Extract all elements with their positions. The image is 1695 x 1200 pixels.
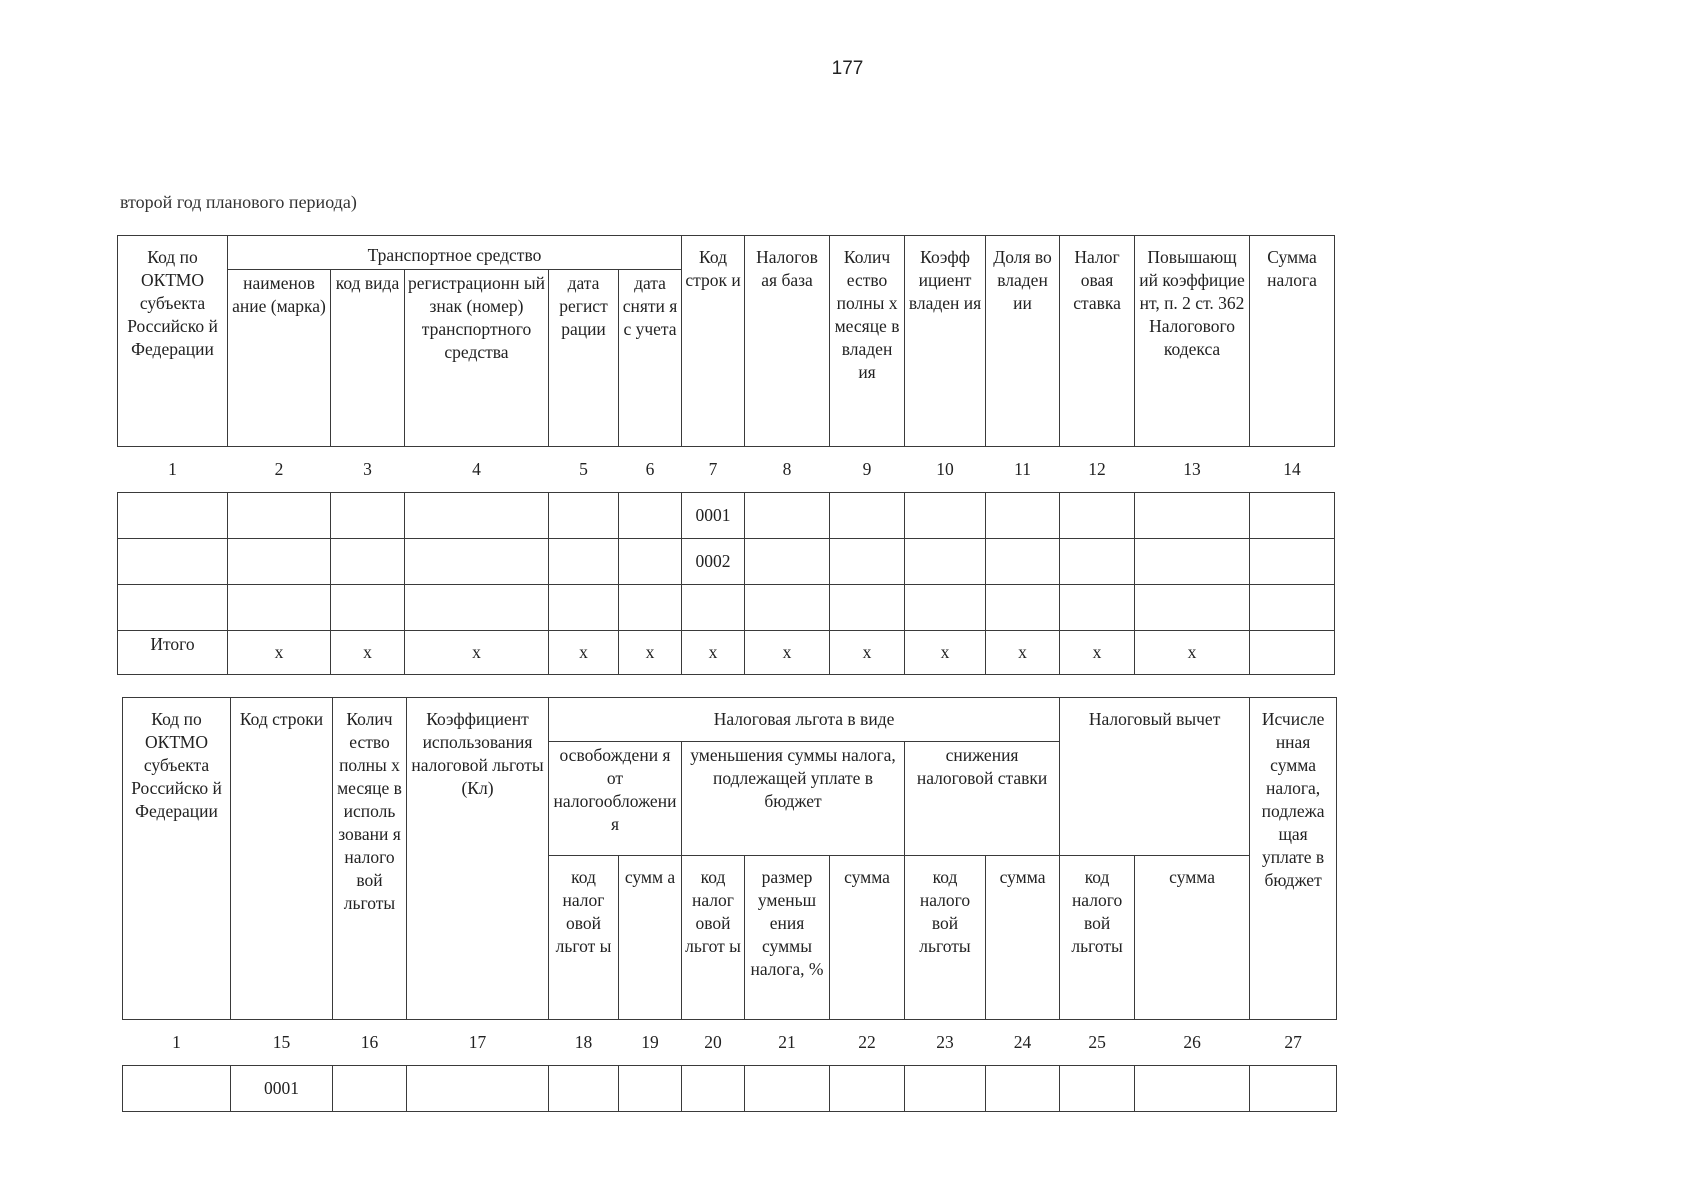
input-cell[interactable]	[905, 539, 986, 585]
header-vehicle-name: наименов ание (марка)	[228, 270, 331, 447]
table-row	[123, 1066, 1337, 1112]
input-cell[interactable]	[123, 1066, 231, 1112]
input-cell[interactable]	[549, 1066, 619, 1112]
total-cell: x	[745, 631, 830, 675]
header-deduction-sum: сумма	[1135, 856, 1250, 1020]
input-cell[interactable]	[1135, 493, 1250, 539]
header-calculated-tax: Исчисле нная сумма налога, подлежа щая уплате в бюджет	[1250, 698, 1337, 1020]
input-cell[interactable]	[1060, 493, 1135, 539]
header-registration-plate: регистрационн ый знак (номер) транспортного средства	[405, 270, 549, 447]
input-cell[interactable]	[619, 493, 682, 539]
column-number: 21	[778, 1032, 796, 1052]
column-number: 25	[1088, 1032, 1106, 1052]
header-oktmo: Код по ОКТМО субъекта Российско й Федерации	[118, 236, 228, 447]
header-registration-date: дата регист рации	[549, 270, 619, 447]
input-cell[interactable]	[1060, 585, 1135, 631]
column-number: 13	[1183, 459, 1201, 479]
input-cell[interactable]	[549, 493, 619, 539]
line-code-cell: 0001	[231, 1066, 333, 1112]
input-cell[interactable]	[1250, 1066, 1337, 1112]
input-cell[interactable]	[745, 585, 830, 631]
column-number: 12	[1088, 459, 1106, 479]
column-number: 9	[862, 459, 872, 479]
header-deduction-group: Налоговый вычет	[1060, 698, 1250, 856]
column-number: 24	[1013, 1032, 1032, 1052]
input-cell[interactable]	[1135, 539, 1250, 585]
header-reduction-sum: сумма	[830, 856, 905, 1020]
column-number: 15	[272, 1032, 291, 1052]
total-cell: x	[1135, 631, 1250, 675]
column-number: 20	[704, 1032, 722, 1052]
header-tax-reduction: уменьшения суммы налога, подлежащей уплате в бюджет	[682, 742, 905, 856]
input-cell[interactable]	[331, 585, 405, 631]
column-number: 8	[782, 459, 792, 479]
tax-benefit-table	[122, 697, 1337, 1112]
total-cell: x	[228, 631, 331, 675]
column-number: 27	[1284, 1032, 1302, 1052]
header-tax-rate: Налог овая ставка	[1060, 236, 1135, 447]
input-cell[interactable]	[331, 493, 405, 539]
header-benefit-coef: Коэффициент использования налоговой льготы (Кл)	[407, 698, 549, 1020]
total-cell: x	[1060, 631, 1135, 675]
input-cell[interactable]	[1250, 585, 1335, 631]
header-rate-sum: сумма	[986, 856, 1060, 1020]
input-cell[interactable]	[619, 539, 682, 585]
total-cell: x	[682, 631, 745, 675]
total-cell: x	[986, 631, 1060, 675]
total-label: Итого	[118, 631, 228, 675]
input-cell[interactable]	[986, 493, 1060, 539]
input-cell[interactable]	[745, 493, 830, 539]
input-cell[interactable]	[682, 1066, 745, 1112]
column-number: 1	[168, 459, 177, 479]
input-cell[interactable]	[619, 1066, 682, 1112]
line-code-cell: 0002	[682, 539, 745, 585]
total-cell: x	[905, 631, 986, 675]
header-exemption: освобождени я от налогообложения	[549, 742, 682, 856]
total-tax-amount-cell[interactable]	[1250, 631, 1335, 675]
header-increasing-coef: Повышающ ий коэффицие нт, п. 2 ст. 362 Налогового кодекса	[1135, 236, 1250, 447]
vehicle-tax-table	[117, 235, 1335, 675]
input-cell[interactable]	[1250, 493, 1335, 539]
total-cell: x	[549, 631, 619, 675]
line-code-cell: 0001	[682, 493, 745, 539]
input-cell[interactable]	[407, 1066, 549, 1112]
input-cell[interactable]	[228, 585, 331, 631]
input-cell[interactable]	[1135, 585, 1250, 631]
input-cell[interactable]	[830, 1066, 905, 1112]
column-number: 26	[1183, 1032, 1201, 1052]
column-number: 4	[472, 459, 481, 479]
input-cell[interactable]	[333, 1066, 407, 1112]
input-cell[interactable]	[228, 539, 331, 585]
header-oktmo: Код по ОКТМО субъекта Российско й Федерации	[123, 698, 231, 1020]
column-number: 6	[645, 459, 655, 479]
input-cell[interactable]	[549, 585, 619, 631]
column-number-row	[118, 447, 1335, 493]
input-cell[interactable]	[905, 493, 986, 539]
input-cell[interactable]	[1060, 1066, 1135, 1112]
total-row	[118, 631, 1335, 675]
input-cell[interactable]	[986, 1066, 1060, 1112]
total-cell: x	[331, 631, 405, 675]
header-tax-base: Налогов ая база	[745, 236, 830, 447]
header-exemption-sum: сумм а	[619, 856, 682, 1020]
header-reduction-code: код налог овой льгот ы	[682, 856, 745, 1020]
input-cell[interactable]	[830, 585, 905, 631]
input-cell[interactable]	[745, 539, 830, 585]
column-number: 11	[1014, 459, 1031, 479]
input-cell[interactable]	[619, 585, 682, 631]
input-cell[interactable]	[118, 493, 228, 539]
header-deduction-code: код налого вой льготы	[1060, 856, 1135, 1020]
input-cell[interactable]	[745, 1066, 830, 1112]
column-number: 7	[708, 459, 718, 479]
input-cell[interactable]	[1060, 539, 1135, 585]
input-cell[interactable]	[905, 1066, 986, 1112]
header-reduction-percent: размер уменьш ения суммы налога, %	[745, 856, 830, 1020]
column-number: 17	[468, 1032, 487, 1052]
column-number: 19	[641, 1032, 659, 1052]
header-tax-amount: Сумма налога	[1250, 236, 1335, 447]
column-number: 23	[936, 1032, 954, 1052]
header-rate-reduction: снижения налоговой ставки	[905, 742, 1060, 856]
column-number: 2	[274, 459, 284, 479]
input-cell[interactable]	[118, 585, 228, 631]
column-number: 1	[172, 1032, 181, 1052]
input-cell[interactable]	[405, 493, 549, 539]
input-cell[interactable]	[1135, 1066, 1250, 1112]
column-number: 16	[360, 1032, 379, 1052]
column-number: 10	[936, 459, 954, 479]
header-benefit-group: Налоговая льгота в виде	[549, 698, 1060, 742]
header-benefit-months: Колич ество полны х месяце в исполь зовани я налого вой льготы	[333, 698, 407, 1020]
column-number: 3	[363, 459, 372, 479]
input-cell[interactable]	[1250, 539, 1335, 585]
line-code-cell	[682, 585, 745, 631]
total-cell: x	[405, 631, 549, 675]
total-cell: x	[830, 631, 905, 675]
column-number: 14	[1283, 459, 1301, 479]
total-cell: x	[619, 631, 682, 675]
input-cell[interactable]	[830, 539, 905, 585]
header-rate-code: код налого вой льготы	[905, 856, 986, 1020]
header-ownership-coef: Коэфф ициент владен ия	[905, 236, 986, 447]
input-cell[interactable]	[331, 539, 405, 585]
column-number: 18	[574, 1032, 593, 1052]
header-months-owned: Колич ество полны х месяце в владен ия	[830, 236, 905, 447]
input-cell[interactable]	[405, 585, 549, 631]
header-vehicle-group: Транспортное средство	[228, 236, 682, 270]
header-line-code: Код строки	[231, 698, 333, 1020]
header-line-code: Код строк и	[682, 236, 745, 447]
input-cell[interactable]	[986, 585, 1060, 631]
header-exemption-code: код налог овой льгот ы	[549, 856, 619, 1020]
input-cell[interactable]	[986, 539, 1060, 585]
column-number: 5	[579, 459, 588, 479]
table-row	[118, 585, 1335, 631]
input-cell[interactable]	[118, 539, 228, 585]
header-ownership-share: Доля во владен ии	[986, 236, 1060, 447]
input-cell[interactable]	[549, 539, 619, 585]
input-cell[interactable]	[228, 493, 331, 539]
table-row	[118, 539, 1335, 585]
column-number-row	[123, 1020, 1337, 1066]
input-cell[interactable]	[905, 585, 986, 631]
input-cell[interactable]	[405, 539, 549, 585]
header-deregistration-date: дата сняти я с учета	[619, 270, 682, 447]
input-cell[interactable]	[830, 493, 905, 539]
column-number: 22	[858, 1032, 876, 1052]
table-row	[118, 493, 1335, 539]
table-subtitle: второй год планового периода)	[120, 192, 357, 212]
page-number: 177	[831, 58, 864, 79]
header-vehicle-type-code: код вида	[331, 270, 405, 447]
